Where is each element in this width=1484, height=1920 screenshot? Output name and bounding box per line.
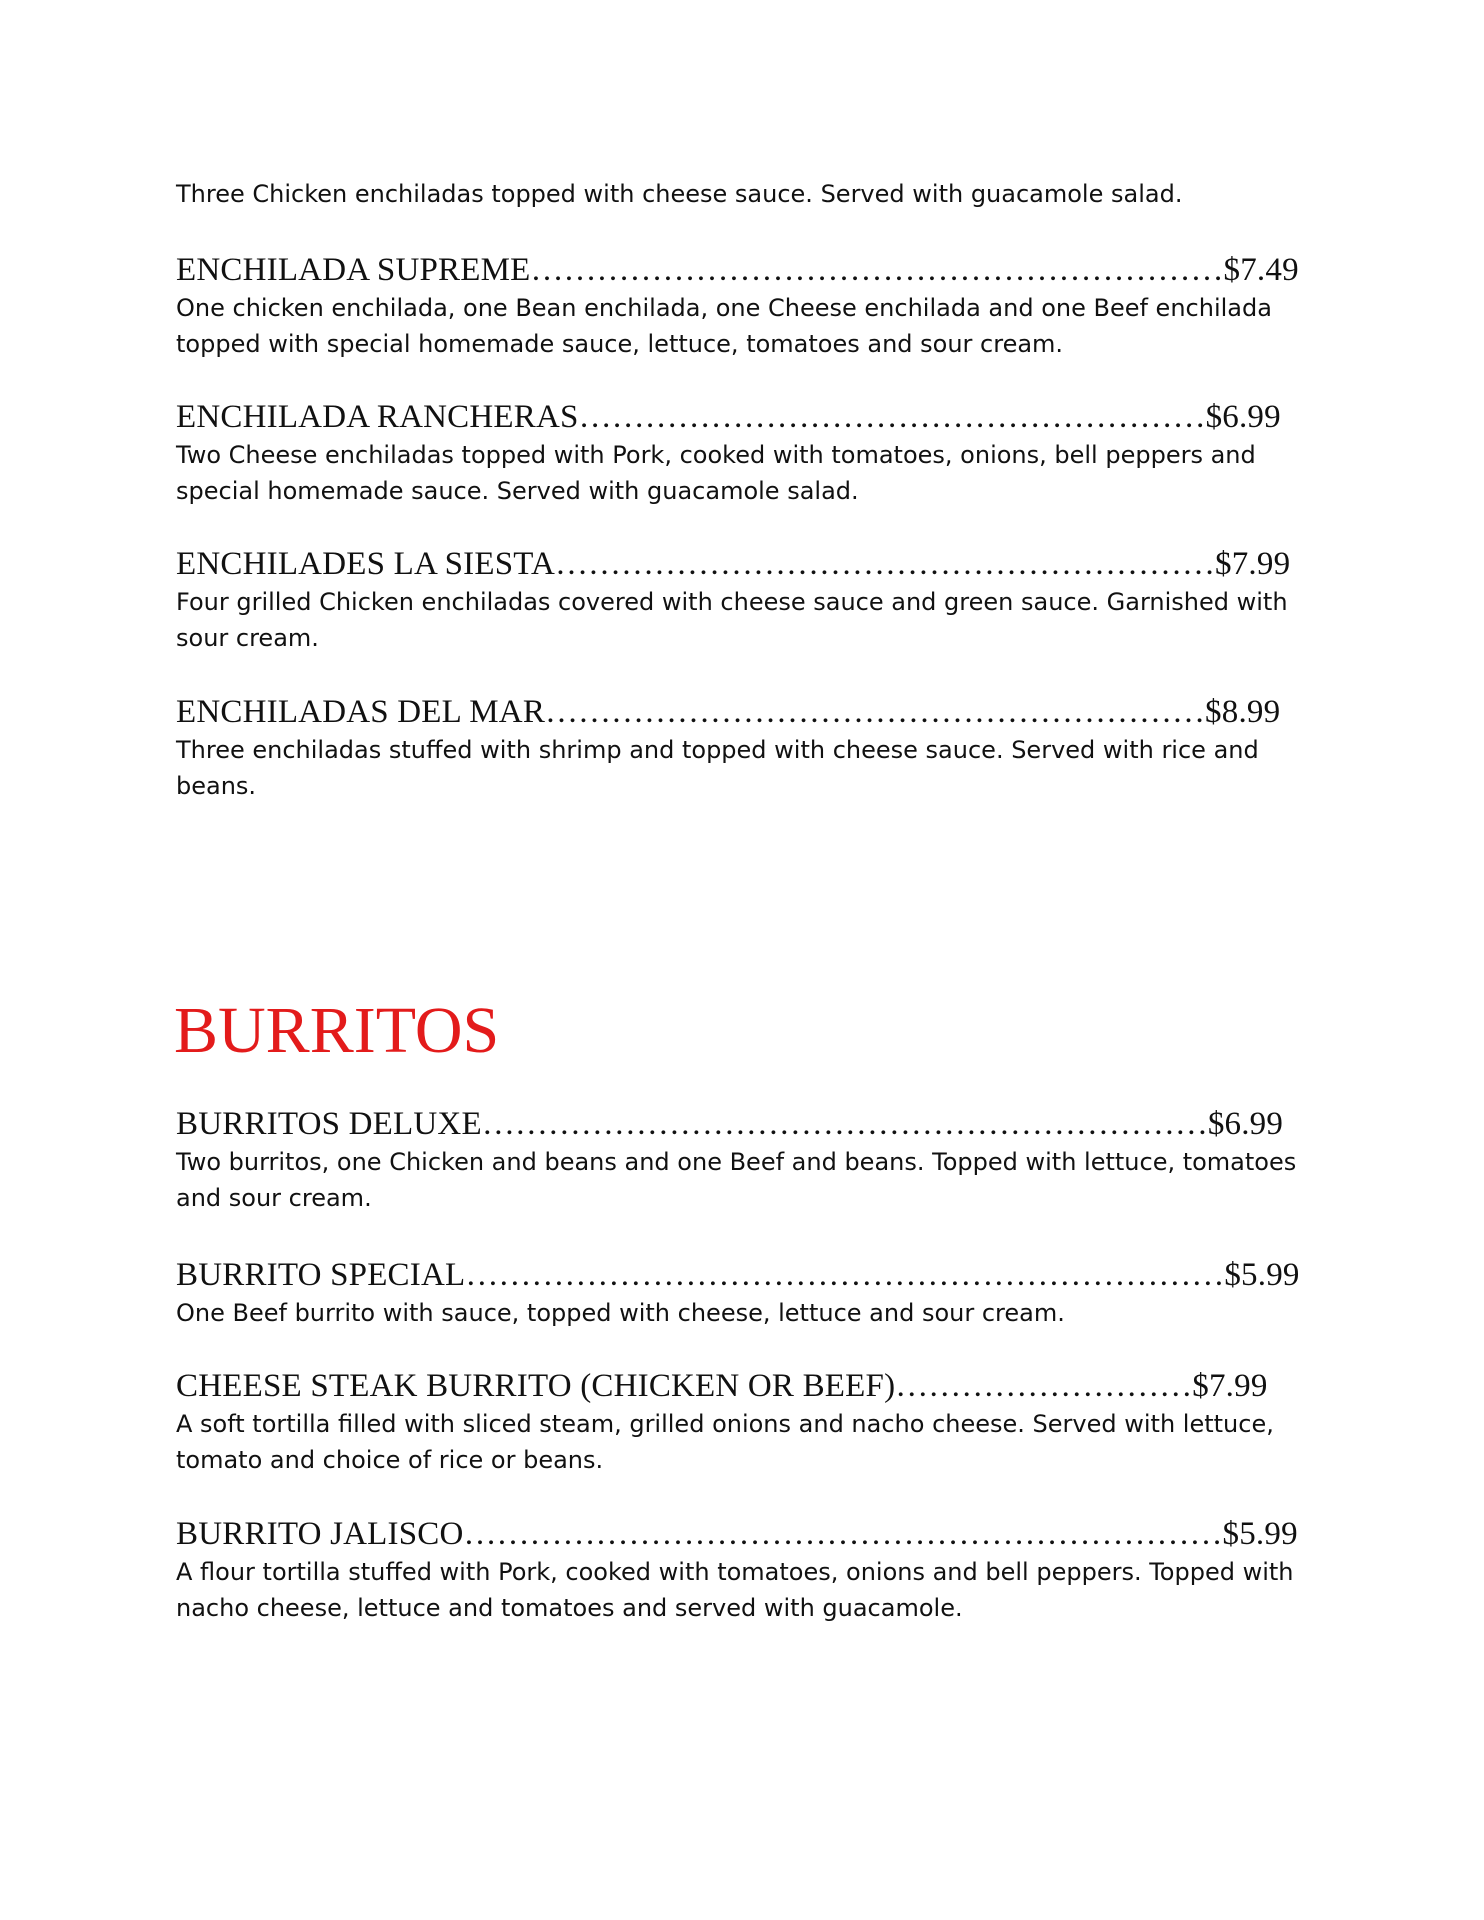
menu-item-heading bbox=[176, 1515, 1298, 1553]
item-name: BURRITOS DELUXE bbox=[176, 1106, 482, 1142]
menu-item-heading bbox=[176, 1105, 1283, 1143]
dot-leader: …………………………………………………………… bbox=[463, 1516, 1223, 1552]
item-name: ENCHILADAS DEL MAR bbox=[176, 694, 546, 730]
menu-item-heading bbox=[176, 1367, 1268, 1405]
item-name: ENCHILADA SUPREME bbox=[176, 252, 531, 288]
intro-description: Three Chicken enchiladas topped with cheese sauce. Served with guacamole salad. bbox=[176, 180, 1183, 208]
item-price: $6.99 bbox=[1205, 399, 1281, 435]
item-name: BURRITO SPECIAL bbox=[176, 1257, 466, 1293]
dot-leader: ……………………… bbox=[895, 1368, 1193, 1404]
dot-leader: ……………………………………………………… bbox=[530, 252, 1224, 288]
item-name: ENCHILADA RANCHERAS bbox=[176, 399, 579, 435]
dot-leader: …………………………………………………… bbox=[555, 546, 1216, 582]
dot-leader: …………………………………………………………… bbox=[465, 1257, 1225, 1293]
dot-leader: ………………………………………………… bbox=[578, 399, 1206, 435]
item-name: CHEESE STEAK BURRITO (CHICKEN OR BEEF) bbox=[176, 1368, 896, 1404]
menu-item-heading bbox=[176, 398, 1281, 436]
dot-leader: …………………………………………………… bbox=[545, 694, 1206, 730]
item-description: Two Cheese enchiladas topped with Pork, cooked with tomatoes, onions, bell peppers and special homemade sauce. Served with guacamole salad. bbox=[176, 441, 1256, 505]
menu-item-heading bbox=[176, 693, 1280, 731]
item-description: Four grilled Chicken enchiladas covered with cheese sauce and green sauce. Garnished with sour cream. bbox=[176, 588, 1288, 652]
item-price: $8.99 bbox=[1205, 694, 1281, 730]
item-description: A soft tortilla filled with sliced steam, grilled onions and nacho cheese. Served with lettuce, tomato and choice of rice or beans. bbox=[176, 1410, 1274, 1474]
menu-item-heading bbox=[176, 251, 1299, 289]
item-price: $6.99 bbox=[1207, 1106, 1284, 1142]
item-description: One chicken enchilada, one Bean enchilada, one Cheese enchilada and one Beef enchilada topped with special homemade sauce, lettuce, tomatoes and sour cream. bbox=[176, 294, 1272, 358]
item-description: Three enchiladas stuffed with shrimp and topped with cheese sauce. Served with rice and beans. bbox=[176, 736, 1259, 800]
item-description: One Beef burrito with sauce, topped with cheese, lettuce and sour cream. bbox=[176, 1299, 1065, 1327]
item-description: Two burritos, one Chicken and beans and one Beef and beans. Topped with lettuce, tomatoes and sour cream. bbox=[176, 1148, 1297, 1212]
item-description: A flour tortilla stuffed with Pork, cooked with tomatoes, onions and bell peppers. Topped with nacho cheese, lettuce and tomatoes and served with guacamole. bbox=[176, 1558, 1294, 1622]
item-price: $7.99 bbox=[1215, 546, 1291, 582]
section-title-burritos: BURRITOS bbox=[174, 994, 500, 1067]
dot-leader: ………………………………………………………… bbox=[481, 1106, 1208, 1142]
item-price: $7.49 bbox=[1223, 252, 1299, 288]
item-price: $5.99 bbox=[1222, 1516, 1298, 1552]
item-price: $7.99 bbox=[1192, 1368, 1268, 1404]
item-price: $5.99 bbox=[1224, 1257, 1300, 1293]
menu-item-heading bbox=[176, 545, 1290, 583]
item-name: ENCHILADES LA SIESTA bbox=[176, 546, 556, 582]
item-name: BURRITO JALISCO bbox=[176, 1516, 464, 1552]
menu-item-heading bbox=[176, 1256, 1300, 1294]
